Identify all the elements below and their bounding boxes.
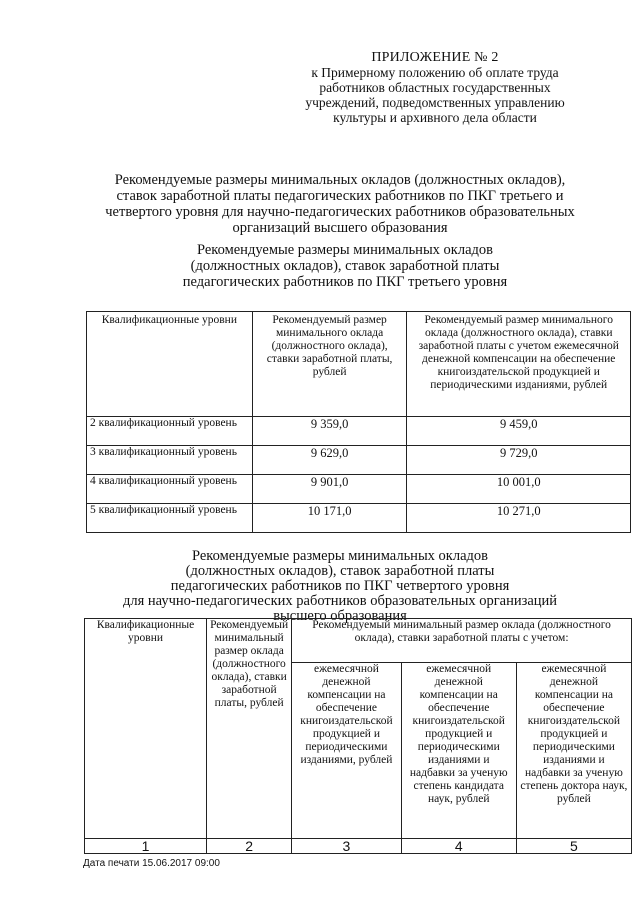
annex-line-1: к Примерному положению об оплате труда	[311, 65, 559, 80]
subheader-comp: ежемесячной денежной компенсации на обеспечение книгоиздательской продукцией и периодическими изданиями, рублей	[292, 663, 401, 839]
subheader-comp-candidate: ежемесячной денежной компенсации на обеспечение книгоиздательской продукцией и периодическими изданиями и надбавки за ученую степень кандидата наук, рублей	[401, 663, 516, 839]
third-level-table	[86, 311, 631, 533]
main-heading	[70, 172, 610, 236]
annex-line-2: работников областных государственных	[319, 80, 551, 95]
row-level: 5 квалификационный уровень	[87, 504, 253, 533]
header-salary: Рекомендуемый размер минимального оклада (должностного оклада), ставки заработной платы, рублей	[252, 312, 407, 417]
subheader-comp-doctor: ежемесячной денежной компенсации на обеспечение книгоиздательской продукцией и периодическими изданиями и надбавки за ученую степень доктора наук, рублей	[516, 663, 631, 839]
column-number: 2	[207, 839, 292, 854]
row-level: 4 квалификационный уровень	[87, 475, 253, 504]
fourth-heading-line-4: для научно-педагогических работников образовательных организаций	[122, 593, 558, 609]
header-min-salary: Рекомендуемый минимальный размер оклада (должностного оклада), ставки заработной платы, рублей	[207, 619, 292, 839]
header-qual-levels: Квалификационные уровни	[87, 312, 253, 417]
row-salary: 10 171,0	[252, 504, 407, 533]
row-salary: 9 629,0	[252, 446, 407, 475]
column-number: 3	[292, 839, 401, 854]
fourth-heading-line-2: (должностных окладов), ставок заработной платы	[185, 563, 495, 579]
fourth-heading-line-1: Рекомендуемые размеры минимальных окладов	[191, 548, 488, 564]
third-heading-line-2: (должностных окладов), ставок заработной платы	[190, 258, 500, 274]
row-salary: 9 901,0	[252, 475, 407, 504]
row-salary-comp: 9 459,0	[407, 417, 631, 446]
table-header-row	[85, 619, 632, 663]
main-heading-line-2: ставок заработной платы педагогических работников по ПКГ третьего и	[116, 188, 564, 204]
third-heading-line-1: Рекомендуемые размеры минимальных окладов	[196, 242, 493, 258]
third-level-heading	[140, 242, 550, 290]
annex-block	[270, 50, 600, 125]
column-number: 1	[85, 839, 207, 854]
annex-title: ПРИЛОЖЕНИЕ № 2	[371, 50, 499, 65]
column-number: 4	[401, 839, 516, 854]
third-heading-line-3: педагогических работников по ПКГ третьего уровня	[182, 274, 508, 290]
row-level: 3 квалификационный уровень	[87, 446, 253, 475]
main-heading-line-3: четвертого уровня для научно-педагогических работников образовательных	[105, 204, 575, 220]
print-date-footer: Дата печати 15.06.2017 09:00	[83, 858, 220, 869]
main-heading-line-1: Рекомендуемые размеры минимальных окладов (должностных окладов),	[114, 172, 566, 188]
annex-line-4: культуры и архивного дела области	[333, 110, 537, 125]
table-row	[87, 446, 631, 475]
header-qual-levels: Квалификационные уровни	[85, 619, 207, 839]
fourth-heading-line-3: педагогических работников по ПКГ четвертого уровня	[170, 578, 510, 594]
fourth-level-table	[84, 618, 632, 854]
fourth-level-heading	[70, 549, 610, 624]
column-number-row	[85, 839, 632, 854]
row-salary-comp: 9 729,0	[407, 446, 631, 475]
table-row	[87, 417, 631, 446]
row-salary-comp: 10 271,0	[407, 504, 631, 533]
header-group-with-comp: Рекомендуемый минимальный размер оклада (должностного оклада), ставки заработной платы с учетом:	[292, 619, 632, 663]
main-heading-line-4: организаций высшего образования	[232, 220, 448, 236]
fourth-heading-line-5: высшего образования	[273, 608, 407, 624]
row-salary: 9 359,0	[252, 417, 407, 446]
annex-line-3: учреждений, подведомственных управлению	[305, 95, 565, 110]
column-number: 5	[516, 839, 631, 854]
table-row	[87, 475, 631, 504]
row-salary-comp: 10 001,0	[407, 475, 631, 504]
table-row	[87, 504, 631, 533]
table-header-row	[87, 312, 631, 417]
row-level: 2 квалификационный уровень	[87, 417, 253, 446]
header-salary-comp: Рекомендуемый размер минимального оклада (должностного оклада), ставки заработной платы с учетом ежемесячной денежной компенсации на обеспечение книгоиздательской продукцией и периодическими изданиями, рублей	[407, 312, 631, 417]
